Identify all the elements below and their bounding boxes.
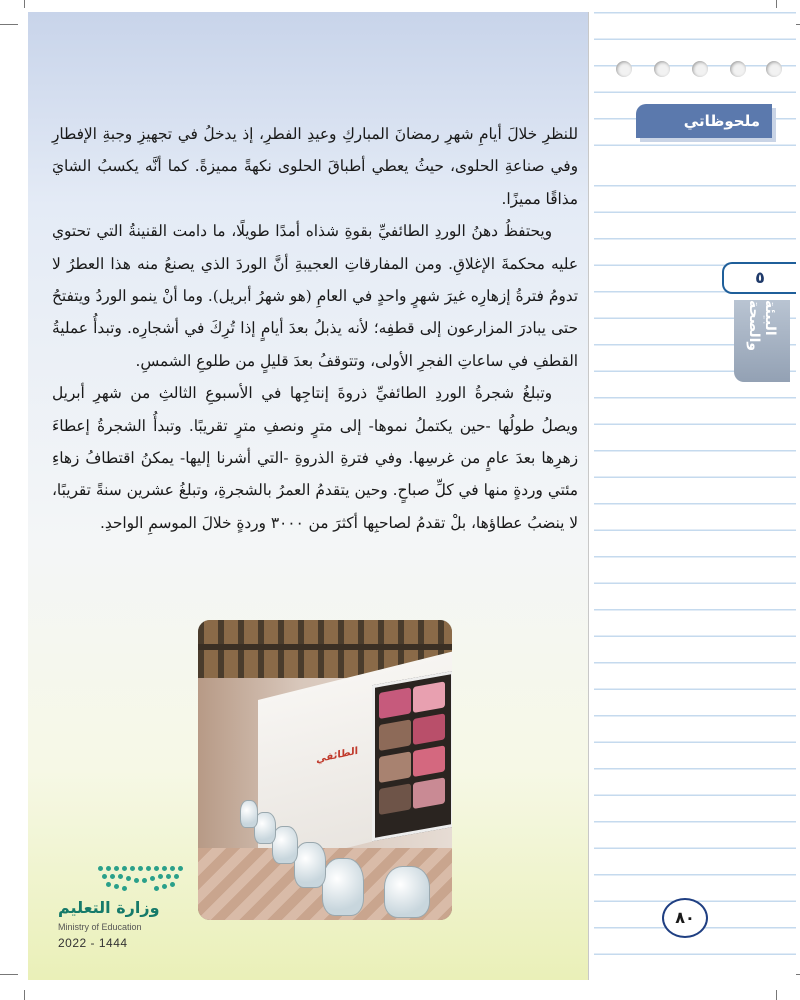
chapter-number: ٥ (722, 262, 796, 294)
logo-dot (122, 866, 127, 871)
logo-dot (154, 866, 159, 871)
logo-dot (166, 874, 171, 879)
crop-mark (776, 990, 777, 1000)
poster-tile (379, 783, 411, 815)
paragraph: للنظرِ خلالَ أيامِ شهرِ رمضانَ المباركِ وعيدِ الفطرِ، إذ يدخلُ في تجهيزِ وجبةِ الإفطارِ وفي صناعةِ الحلوى، حيثُ يعطي أطباقَ الحلوى نكهةً مميزةً. كما أنَّه يكسبُ الشايَ مذاقًا مميزًا. (52, 125, 578, 208)
crop-mark (776, 0, 777, 8)
photo-sign: الطائفي (316, 745, 358, 766)
chapter-title-tab (734, 300, 790, 382)
poster-tile (379, 687, 411, 719)
logo-dot (162, 866, 167, 871)
logo-dot (114, 866, 119, 871)
poster-tile (413, 681, 445, 713)
notes-margin (594, 12, 796, 980)
logo-dot (174, 874, 179, 879)
page-number: ٨٠ (662, 898, 708, 938)
rose-oil-factory-photo (198, 620, 452, 920)
logo-dot (170, 866, 175, 871)
poster-tile (379, 719, 411, 751)
binder-hole (730, 61, 746, 77)
logo-dot (178, 866, 183, 871)
ministry-name-english: Ministry of Education (58, 922, 142, 932)
poster-tile (413, 745, 445, 777)
logo-dot (130, 866, 135, 871)
chapter-title: البيئة والصحة (746, 300, 778, 352)
logo-dot (114, 884, 119, 889)
logo-dot (142, 878, 147, 883)
logo-dot (126, 876, 131, 881)
paragraph: وتبلغُ شجرةُ الوردِ الطائفيِّ ذروةَ إنتاجِها في الأسبوعِ الثالثِ من شهرِ أبريل ويصلُ طولُها -حين يكتملُ نموها- إلى مترٍ ونصفِ مترٍ تقريبًا. وتبدأُ الشجرةُ إعطاءَ زهرِها بعدَ عامٍ من غرسِها. وفي فترةِ الذروةِ -التي أشرنا إليها- يمكنُ اقتطافُ زهاءِ مئتي وردةٍ منها في كلِّ صباحٍ. وحين يتقدمُ العمرُ بالشجرةِ، وتبلغُ عشرين سنةً تقريبًا، لا ينضبُ عطاؤها، بلْ تقدمُ لصاحبِها أكثرَ من ٣٠٠٠ وردةٍ خلالَ الموسمِ الواحدِ. (52, 384, 578, 532)
edition-year: 2022 - 1444 (58, 936, 128, 950)
crop-mark (0, 974, 18, 975)
glass-jar (384, 866, 430, 918)
logo-dot (146, 866, 151, 871)
logo-dot (98, 866, 103, 871)
glass-jar (294, 842, 326, 888)
poster-tile (413, 777, 445, 809)
crop-mark (0, 24, 18, 25)
binder-hole (692, 61, 708, 77)
logo-dot (106, 866, 111, 871)
logo-dot (170, 882, 175, 887)
logo-dot (158, 874, 163, 879)
notes-header: ملحوظاتي (636, 104, 772, 138)
crop-mark (24, 990, 25, 1000)
binder-hole (766, 61, 782, 77)
logo-dot (138, 866, 143, 871)
ministry-name-arabic: وزارة التعليم (58, 898, 160, 917)
poster-tile (379, 751, 411, 783)
logo-dot (134, 878, 139, 883)
logo-dot (106, 882, 111, 887)
logo-dot (150, 876, 155, 881)
article-body (52, 118, 578, 539)
logo-dot (118, 874, 123, 879)
logo-dot (102, 874, 107, 879)
photo-rose-poster (372, 671, 452, 841)
logo-dot (122, 886, 127, 891)
binder-hole (654, 61, 670, 77)
logo-dot (162, 884, 167, 889)
glass-jar (322, 858, 364, 916)
glass-jar (240, 800, 258, 828)
logo-dot (154, 886, 159, 891)
poster-tile (413, 713, 445, 745)
paragraph: ويحتفظُ دهنُ الوردِ الطائفيِّ بقوةِ شذاه أمدًا طويلًا، ما دامت القنينةُ التي تحتوي عليه محكمةَ الإغلاقِ. ومن المفارقاتِ العجيبةِ أنَّ الوردَ الذي يصنعُ منه هذا العطرُ لا تدومُ فترةُ إزهارِه غيرَ شهرٍ واحدٍ في العامِ (هو شهرُ أبريل). وما أنْ ينمو الوردُ ويتفتحُ حتى يبادرَ المزارعون إلى قطفِه؛ لأنه يذبلُ بعدَ أيامٍ إذا تُرِكَ في أشجارِه. وتبدأُ عمليةُ القطفِ في ساعاتِ الفجرِ الأولى، وتتوقفُ بعدَ قليلٍ من طلوعِ الشمسِ. (52, 222, 578, 370)
photo-beam (198, 644, 452, 650)
crop-mark (24, 0, 25, 8)
binder-hole (616, 61, 632, 77)
logo-dot (110, 874, 115, 879)
